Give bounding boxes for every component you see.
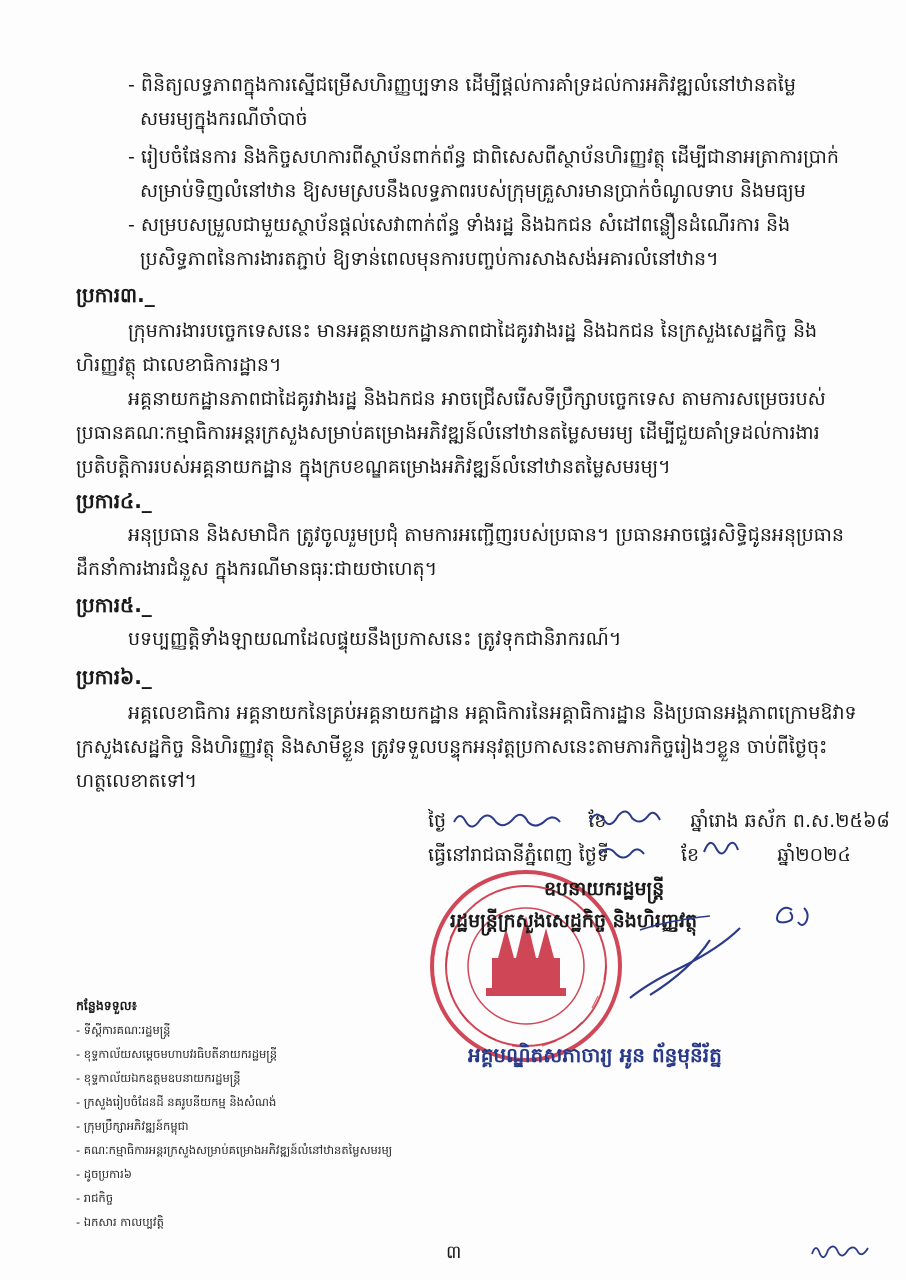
distribution-item: - ក្រុមប្រឹក្សាអភិវឌ្ឍន៍កម្ពុជា <box>76 1119 189 1133</box>
date-lunar-prefix: ថ្ងៃ <box>428 810 447 832</box>
bullet-3-line-2: ប្រសិទ្ធភាពនៃការងារតភ្ជាប់ ឱ្យទាន់ពេលមុនការបញ្ចប់ការសាងសង់អគារលំនៅឋាន។ <box>140 248 719 270</box>
article-6-line-2: ក្រសួងសេដ្ឋកិច្ច និងហិរញ្ញវត្ថុ និងសាមីខ្លួន ត្រូវទទួលបន្ទុកអនុវត្តប្រកាសនេះតាមភារកិច្ចរៀងៗខ្លួន ចាប់ពីថ្ងៃចុះ <box>76 736 828 758</box>
article-5-heading: ប្រការ៥._ <box>76 593 152 617</box>
distribution-heading: កន្លែងទទួល៖ <box>76 998 138 1013</box>
article-3-line-1: ក្រុមការងារបច្ចេកទេសនេះ មានអគ្គនាយកដ្ឋានភាពជាដៃគូរវាងរដ្ឋ និងឯកជន នៃក្រសួងសេដ្ឋកិច្ច និង <box>128 320 818 342</box>
date-solar <box>428 842 851 868</box>
signatory-title-1: ឧបនាយករដ្ឋមន្ត្រី <box>544 878 665 900</box>
date-lunar-mid: ខែ <box>588 810 607 832</box>
distribution-item: - ខុទ្ទកាល័យឯកឧត្តមឧបនាយករដ្ឋមន្ត្រី <box>76 1071 241 1085</box>
article-4-line-2: ដឹកនាំការងារជំនួស ក្នុងករណីមានធុរៈជាយថាហេតុ។ <box>76 558 438 580</box>
article-4-heading: ប្រការ៤._ <box>76 489 152 513</box>
bullet-1-line-2: សមរម្យក្នុងករណីចាំបាច់ <box>140 108 308 130</box>
date-solar-suffix: ឆ្នាំ២០២៤ <box>777 844 851 866</box>
date-lunar-suffix: ឆ្នាំរោង ឆស័ក ព.ស.២៥៦៨ <box>690 810 890 832</box>
article-5-line-1: បទប្បញ្ញត្តិទាំងឡាយណាដែលផ្ទុយនឹងប្រកាសនេះ ត្រូវទុកជានិរាករណ៍។ <box>128 628 622 650</box>
page-number: ៣ <box>446 1242 462 1263</box>
article-3-line-4: ប្រធានគណៈកម្មាធិការអន្តរក្រសួងសម្រាប់គម្រោងអភិវឌ្ឍន៍លំនៅឋានតម្លៃសមរម្យ ដើម្បីជួយគាំទ្រដល់ការងារ <box>76 422 820 444</box>
distribution-item: - ឯកសារ កាលប្បវត្តិ <box>76 1215 164 1229</box>
signatory-title-2: រដ្ឋមន្ត្រីក្រសួងសេដ្ឋកិច្ច និងហិរញ្ញវត្ថុ <box>450 910 698 932</box>
handwritten-initials <box>808 1238 878 1262</box>
distribution-item: - គណៈកម្មាធិការអន្តរក្រសួងសម្រាប់គម្រោងអភិវឌ្ឍន៍លំនៅឋានតម្លៃសមរម្យ <box>76 1143 393 1157</box>
article-4-line-1: អនុប្រធាន និងសមាជិក ត្រូវចូលរួមប្រជុំ តាមការអញ្ជើញរបស់ប្រធាន។ ប្រធានអាចផ្ទេរសិទ្ធិជូនអនុប្រធាន <box>128 524 844 546</box>
article-6-line-1: អគ្គលេខាធិការ អគ្គនាយកនៃគ្រប់អគ្គនាយកដ្ឋាន អគ្គាធិការនៃអគ្គាធិការដ្ឋាន និងប្រធានអង្គភាពក្រោមឱវាទ <box>128 702 857 724</box>
handwritten-signature <box>560 900 820 1010</box>
date-solar-prefix: ធ្វើនៅរាជធានីភ្នំពេញ ថ្ងៃទី <box>428 844 609 866</box>
article-3-line-3: អគ្គនាយកដ្ឋានភាពជាដៃគូរវាងរដ្ឋ និងឯកជន អាចជ្រើសរើសទីប្រឹក្សាបច្ចេកទេស តាមការសម្រេចរបស់ <box>128 388 826 410</box>
article-3-line-2: ហិរញ្ញវត្ថុ ជាលេខាធិការដ្ឋាន។ <box>76 354 282 376</box>
article-6-line-3: ហត្ថលេខាតទៅ។ <box>76 770 198 792</box>
article-3-line-5: ប្រតិបត្តិការរបស់អគ្គនាយកដ្ឋាន ក្នុងក្របខណ្ឌគម្រោងអភិវឌ្ឍន៍លំនៅឋានតម្លៃសមរម្យ។ <box>76 456 671 478</box>
date-solar-mid: ខែ <box>681 844 700 866</box>
bullet-1-line-1: - ពិនិត្យលទ្ធភាពក្នុងការស្នើជម្រើសហិរញ្ញប្បទាន ដើម្បីផ្តល់ការគាំទ្រដល់ការអភិវឌ្ឍលំនៅឋានតម្លៃ <box>128 74 796 96</box>
article-3-heading: ប្រការ៣._ <box>76 283 155 307</box>
article-6-heading: ប្រការ៦._ <box>76 665 152 689</box>
distribution-item: - ដូចប្រការ៦ <box>76 1167 132 1181</box>
bullet-2-line-2: សម្រាប់ទិញលំនៅឋាន ឱ្យសមស្របនឹងលទ្ធភាពរបស់ក្រុមគ្រួសារមានប្រាក់ចំណូលទាប និងមធ្យម <box>140 180 806 202</box>
distribution-item: - ក្រសួងរៀបចំដែនដី នគរូបនីយកម្ម និងសំណង់ <box>76 1095 277 1109</box>
date-lunar <box>428 808 890 834</box>
distribution-item: - រាជកិច្ច <box>76 1191 114 1205</box>
distribution-item: - ខុទ្ទកាល័យសម្តេចមហាបវរធិបតីនាយករដ្ឋមន្ត្រី <box>76 1047 278 1061</box>
bullet-2-line-1: - រៀបចំផែនការ និងកិច្ចសហការពីស្ថាប័នពាក់ព័ន្ធ ជាពិសេសពីស្ថាប័នហិរញ្ញវត្ថុ ដើម្បីជានាអត្រាការប្រាក់ <box>128 146 839 168</box>
signatory-name: អគ្គបណ្ឌិតសភាចារ្យ អូន ព័ន្ធមុនីរ័ត្ន <box>468 1043 722 1067</box>
distribution-item: - ទីស្តីការគណៈរដ្ឋមន្ត្រី <box>76 1023 171 1037</box>
bullet-3-line-1: - សម្របសម្រួលជាមួយស្ថាប័នផ្តល់សេវាពាក់ព័ន្ធ ទាំងរដ្ឋ និងឯកជន សំដៅពន្លឿនដំណើរការ និង <box>128 214 791 236</box>
